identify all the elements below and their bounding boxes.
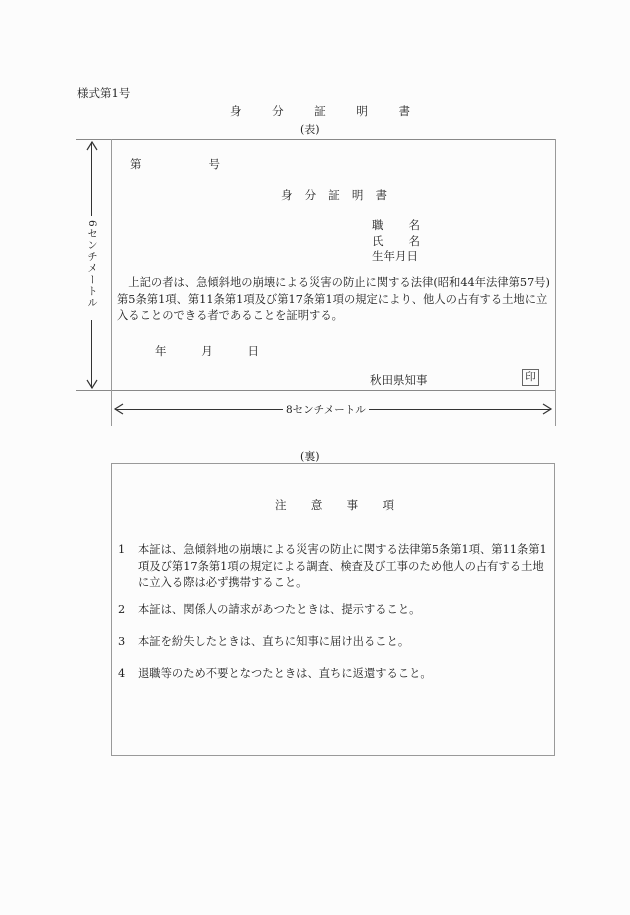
front-side-label: (表) [300,123,320,136]
seal-mark: 印 [522,369,539,386]
field-birthdate [372,249,420,265]
field-name [372,234,420,250]
title-char: 明 [356,104,368,118]
front-top-border [76,139,556,140]
dimension-line [91,142,92,216]
note-text: 本証を紛失したときは、直ちに知事に届け出ること。 [138,635,410,648]
back-side-label: (裏) [300,450,320,463]
title-char: 身 [230,104,242,118]
notes-title-char: 項 [382,498,394,512]
field-label-char: 名 [408,233,420,248]
form-number: 様式第1号 [77,86,131,100]
notes-title-char: 注 [275,498,287,512]
note-number: 3 [118,635,126,648]
width-label: 8センチメートル [283,402,369,417]
date-month: 月 [201,344,213,358]
note-item-1 [118,542,552,592]
width-dimension [113,401,553,417]
card-title-char: 明 [351,188,364,202]
dimension-line [91,320,92,388]
certification-text: 上記の者は、急傾斜地の崩壊による災害の防止に関する法律(昭和44年法律第57号)第5条第1項、第11条第1項及び第17条第1項の規定により、他人の占有する土地に立入ることのできる者であることを証明する。 [117,276,550,322]
note-text: 本証は、急傾斜地の崩壊による災害の防止に関する法律第5条第1項、第11条第1項及び第17条第1項の規定による調査、検査及び工事のため他人の占有する土地に立入る際は必ず携帯すること。 [138,543,547,589]
note-item-3 [118,634,552,651]
document-title [230,103,410,119]
card-title-char: 分 [304,188,317,202]
date-day: 日 [247,344,259,358]
certificate-number-line [130,156,220,172]
front-right-border [555,139,556,426]
note-number: 4 [118,667,126,680]
height-label: 6センチメートル [86,220,98,309]
card-title-char: 身 [281,188,293,202]
title-char: 証 [314,104,326,118]
card-title-char: 書 [375,188,387,202]
notes-title-char: 事 [346,498,359,512]
field-label-char: 名 [408,218,420,232]
field-label-char: 氏 [372,233,384,248]
field-label: 生年月日 [372,249,418,263]
issuer-name: 秋田県知事 [370,373,428,387]
card-title [281,187,387,203]
issue-date-line [155,343,259,359]
date-year: 年 [155,344,167,358]
note-number: 2 [118,603,126,616]
number-prefix: 第 [130,157,142,171]
note-number: 1 [118,543,126,556]
number-suffix: 号 [208,157,220,171]
note-text: 本証は、関係人の請求があつたときは、提示すること。 [138,603,421,616]
title-char: 分 [272,104,284,118]
notes-title-char: 意 [310,498,323,512]
note-item-4 [118,666,552,683]
notes-title [275,497,394,513]
card-title-char: 証 [328,188,340,202]
note-text: 退職等のため不要となつたときは、直ちに返還すること。 [138,667,432,680]
holder-fields [372,218,420,265]
note-item-2 [118,602,552,619]
front-bottom-border [76,390,556,391]
title-char: 書 [398,104,410,118]
front-left-border [111,139,112,426]
field-label-char: 職 [372,218,384,232]
field-job-title [372,218,420,234]
height-dimension [84,140,100,390]
